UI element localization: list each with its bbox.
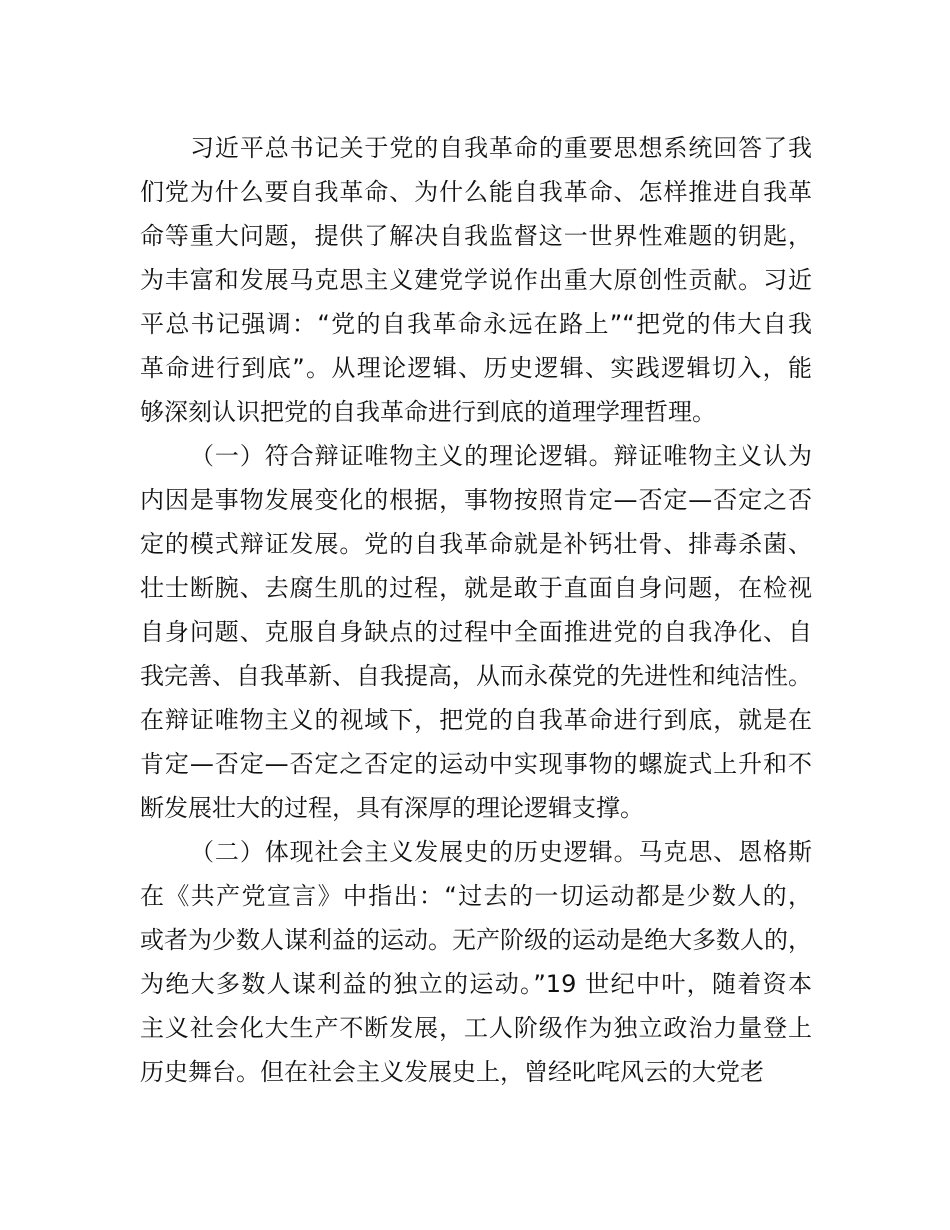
text-line: 主义社会化大生产不断发展，工人阶级作为独立政治力量登上 <box>140 1014 812 1042</box>
paragraph <box>140 830 812 1094</box>
text-line: 我完善、自我革新、自我提高，从而永葆党的先进性和纯洁性。 <box>140 662 812 690</box>
text-line: 为绝大多数人谋利益的独立的运动。”19 世纪中叶，随着资本 <box>140 970 812 998</box>
text-line: 命等重大问题，提供了解决自我监督这一世界性难题的钥匙， <box>140 222 812 250</box>
text-line: 在辩证唯物主义的视域下，把党的自我革命进行到底，就是在 <box>140 706 812 734</box>
text-line: （一）符合辩证唯物主义的理论逻辑。辩证唯物主义认为 <box>190 442 812 470</box>
text-line: 自身问题、克服自身缺点的过程中全面推进党的自我净化、自 <box>140 618 812 646</box>
paragraph <box>140 434 812 830</box>
paragraph <box>140 126 812 434</box>
text-line: 肯定—否定—否定之否定的运动中实现事物的螺旋式上升和不 <box>140 750 812 778</box>
text-line: 平总书记强调：“党的自我革命永远在路上”“把党的伟大自我 <box>140 310 812 338</box>
text-line: 够深刻认识把党的自我革命进行到底的道理学理哲理。 <box>140 398 716 426</box>
text-line: 为丰富和发展马克思主义建党学说作出重大原创性贡献。习近 <box>140 266 812 294</box>
text-line: 内因是事物发展变化的根据，事物按照肯定—否定—否定之否 <box>140 486 812 514</box>
text-line: 习近平总书记关于党的自我革命的重要思想系统回答了我 <box>190 134 812 162</box>
text-line: 历史舞台。但在社会主义发展史上，曾经叱咤风云的大党老 <box>140 1058 764 1086</box>
text-line: 或者为少数人谋利益的运动。无产阶级的运动是绝大多数人的， <box>140 926 812 954</box>
text-line: 断发展壮大的过程，具有深厚的理论逻辑支撑。 <box>140 794 644 822</box>
text-line: 定的模式辩证发展。党的自我革命就是补钙壮骨、排毒杀菌、 <box>140 530 812 558</box>
document-page <box>140 126 812 1094</box>
text-line: （二）体现社会主义发展史的历史逻辑。马克思、恩格斯 <box>190 838 812 866</box>
text-line: 在《共产党宣言》中指出：“过去的一切运动都是少数人的， <box>140 882 812 910</box>
text-line: 革命进行到底”。从理论逻辑、历史逻辑、实践逻辑切入，能 <box>140 354 812 382</box>
text-line: 们党为什么要自我革命、为什么能自我革命、怎样推进自我革 <box>140 178 812 206</box>
text-line: 壮士断腕、去腐生肌的过程，就是敢于直面自身问题，在检视 <box>140 574 812 602</box>
